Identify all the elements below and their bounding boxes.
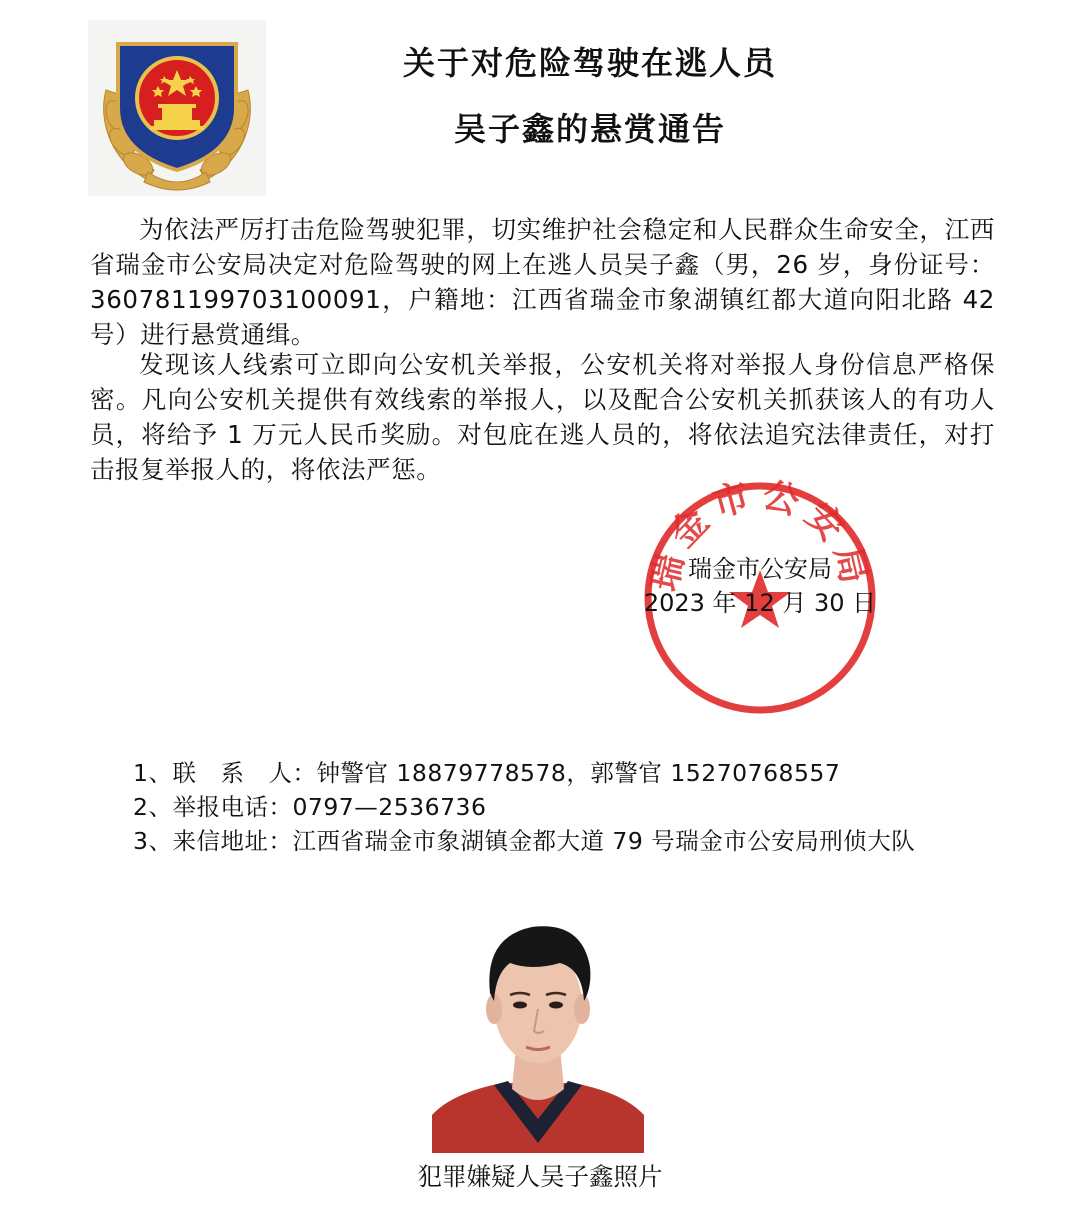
seal-text: 瑞金市公安局 — [642, 478, 878, 595]
issue-date: 2023 年 12 月 30 日 — [643, 589, 877, 617]
contact-person: 1、联 系 人：钟警官 18879778578，郭警官 15270768557 — [133, 759, 841, 787]
notice-title-line2: 吴子鑫的悬赏通告 — [453, 110, 726, 148]
issuer-name: 瑞金市公安局 — [688, 555, 832, 583]
suspect-photo — [432, 897, 644, 1153]
photo-caption: 犯罪嫌疑人吴子鑫照片 — [417, 1162, 663, 1191]
police-emblem-logo — [88, 20, 266, 196]
report-phone: 2、举报电话：0797—2536736 — [133, 793, 487, 821]
body-paragraph-1: 为依法严厉打击危险驾驶犯罪，切实维护社会稳定和人民群众生命安全，江西省瑞金市公安局决定对危险驾驶的网上在逃人员吴子鑫（男，26 岁，身份证号：360781199703100091，户籍地：江西省瑞金市象湖镇红都大道向阳北路 42 号）进行悬赏通缉。 — [90, 215, 995, 349]
issuer-block — [640, 552, 880, 620]
body-paragraph-2: 发现该人线索可立即向公安机关举报，公安机关将对举报人身份信息严格保密。凡向公安机关提供有效线索的举报人，以及配合公安机关抓获该人的有功人员，将给予 1 万元人民币奖励。对包庇在逃人员的，将依法追究法律责任，对打击报复举报人的，将依法严惩。 — [90, 350, 995, 484]
contact-list — [133, 756, 915, 858]
notice-title-line1: 关于对危险驾驶在逃人员 — [402, 44, 777, 82]
mailing-address: 3、来信地址：江西省瑞金市象湖镇金都大道 79 号瑞金市公安局刑侦大队 — [133, 827, 916, 855]
